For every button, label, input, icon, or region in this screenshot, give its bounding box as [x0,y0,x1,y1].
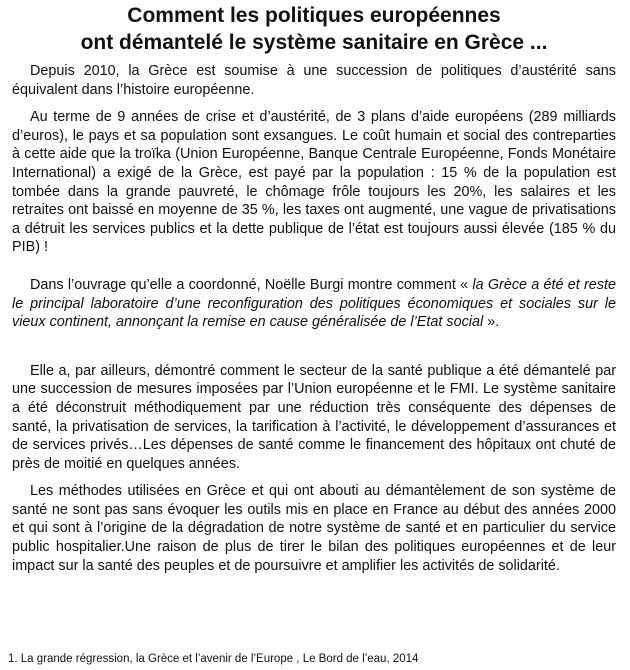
burgi-quote-close: ». [483,314,500,331]
burgi-intro-text: Dans l’ouvrage qu’elle a coordonné, Noëlle Burgi montre comment « [30,276,473,293]
title-line-2: ont démantelé le système sanitaire en Grèce ... [80,31,548,54]
paragraph-austerity: Au terme de 9 années de crise et d’austérité, de 3 plans d’aide européens (289 milliards d’euros), le pays et sa population sont exsangues. Le coût humain et social des contreparties à cette aide que la troïka (Union Européenne, Banque Centrale Européenne, Fonds Monétaire International) a exigé de la Grèce, est payé par la population : 15 % de la population est tombée dans la grande pauvreté, le chômage frôle toujours les 20%, les salaires et les retraites ont baissé en moyenne de 35 %, les taxes ont augmenté, une vague de privatisations a détruit les services publics et la dette publique de l’état est toujours aussi élevée (185 % du PIB) ! [12,109,616,256]
paragraph-methods: Les méthodes utilisées en Grèce et qui ont abouti au démantèlement de son système de santé ne sont pas sans évoquer les outils mis en place en France au début des années 2000 et qui sont à l’origine de la dégradation de notre système de santé et en particulier du service public hospitalier.Une raison de plus de tirer le bilan des politiques européennes et de leur impact sur la santé des peuples et de poursuivre et amplifier les activités de solidarité. [12,483,616,574]
title-line-1: Comment les politiques européennes [127,4,501,27]
paragraph-intro: Depuis 2010, la Grèce est soumise à une succession de politiques d’austérité sans équivalent dans l’histoire européenne. [12,63,616,98]
paragraph-health-sector: Elle a, par ailleurs, démontré comment le secteur de la santé publique a été démantelé par une succession de mesures imposées par l’Union européenne et le FMI. Le système sanitaire a été déconstruit méthodiquement par une réduction très conséquente des dépenses de santé, la privatisation de services, la tarification à l’activité, le développement d’assurances et de services privés…Les dépenses de santé comme le financement des hôpitaux ont chuté de près de moitié en quelques années. [12,362,616,472]
footnote: 1. La grande régression, la Grèce et l’avenir de l’Europe , Le Bord de l’eau, 2014 [8,653,419,665]
paragraph-burgi [12,276,616,332]
burgi-quote: la Grèce a été et reste le principal laboratoire d’une reconfiguration des politiques économiques et sociales sur le vieux continent, annonçant la remise en cause généralisée de l’Etat social [12,276,616,331]
page-title [12,2,616,56]
